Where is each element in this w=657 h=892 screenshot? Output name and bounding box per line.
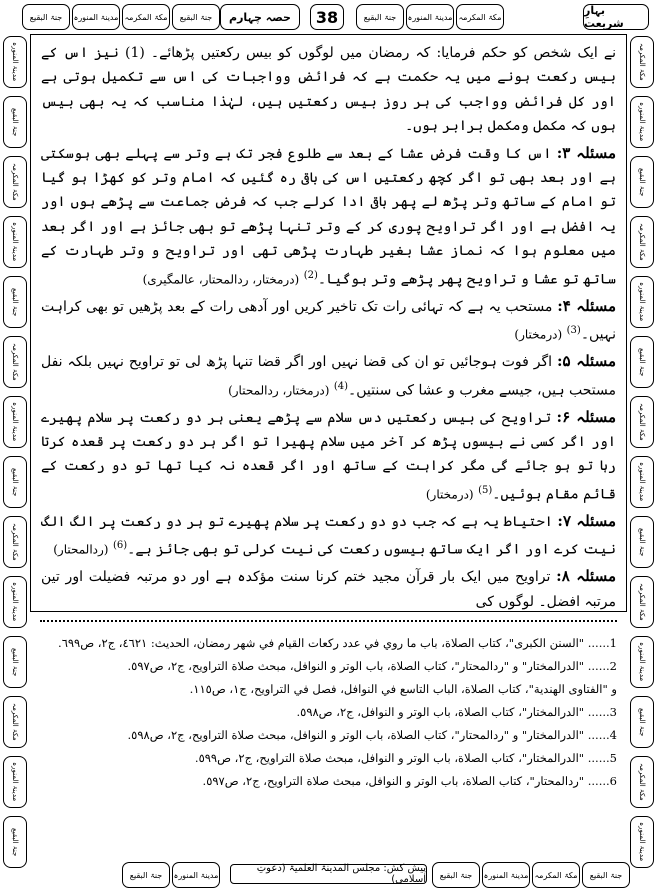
- footnote-4: 4...... "الدرالمختار" و "ردالمحتار"، كتاب الصلاة، باب الوتر و النوافل، مبحث صلاة التراويح، ج٢، ص٥٩٨.: [127, 728, 617, 742]
- badge-label: جنۃ البقیع: [589, 870, 623, 880]
- book-title: [583, 4, 649, 30]
- part-label-text: حصہ چہارم: [229, 10, 291, 24]
- footer-badge-3: [432, 862, 480, 888]
- masala-text: اگر فوت ہوجائیں تو ان کی قضا نہیں اور اگر قضا تنہا پڑھ لی تو تراویح نہیں بلکہ نفل مستحب ہیں، جیسے مغرب و عشا کی سنتیں۔: [41, 354, 616, 399]
- intro-text: نے ایک شخص کو حکم فرمایا: کہ رمضان میں لوگوں کو بیس رکعتیں پڑھائے۔ (1) نیز اس کے بیس رکعت ہونے میں یہ حکمت ہے کہ فرائض وواجبات کی اس سے تکمیل ہوتی ہے اور کل فرائض وواجب کی ہر روز بیس رکعتیں ہیں، لہٰذا مناسب کہ یہ بھی بیس ہوں کہ مکمل ومکمل برابر ہوں۔: [41, 45, 617, 135]
- masala-3: [41, 141, 616, 292]
- right-tab: جنۃ البقیع: [630, 156, 654, 208]
- right-tab: مدینۃ المنورہ: [630, 636, 654, 688]
- header-badge-1: [22, 4, 70, 30]
- header-badge-2: [72, 4, 120, 30]
- footer-badge-5: [532, 862, 580, 888]
- right-tab: جنۃ البقیع: [630, 516, 654, 568]
- masala-7: [41, 509, 616, 562]
- footnotes: [40, 632, 617, 793]
- masala-text: احتیاط یہ ہے کہ جب دو دو رکعت پر سلام پھیرے تو ہر دو رکعت پر الگ الگ نیت کرے اور اگر ایک ساتھ بیسوں رکعت کی نیت کرلی تو بھی جائز ہے۔: [41, 513, 616, 558]
- masala-label: مسئلہ ۸:: [556, 567, 616, 586]
- footer-badge-6: [582, 862, 630, 888]
- left-tab: مدینۃ المنورہ: [3, 576, 27, 628]
- right-tab: جنۃ البقیع: [630, 696, 654, 748]
- masala-label: مسئلہ ۶:: [556, 407, 616, 426]
- badge-label: مدینۃ المنورہ: [73, 12, 119, 22]
- masala-text: مستحب یہ ہے کہ تہائی رات تک تاخیر کریں اور آدھی رات کے بعد پڑھیں تو بھی کراہت نہیں۔: [41, 298, 616, 343]
- page-number: [310, 4, 344, 30]
- right-tab: مدینۃ المنورہ: [630, 96, 654, 148]
- left-tab: مدینۃ المنورہ: [3, 756, 27, 808]
- badge-label: مدینۃ المنورہ: [407, 12, 453, 22]
- masala-8: [41, 564, 616, 614]
- masala-4: [41, 294, 616, 347]
- page-footer: [4, 858, 653, 888]
- badge-label: مکۃ المکرمہ: [124, 12, 168, 22]
- masala-label: مسئلہ ۳:: [556, 143, 617, 162]
- right-tab: مدینۃ المنورہ: [630, 276, 654, 328]
- publisher-label: [230, 864, 427, 884]
- footnote-marker: (6): [112, 540, 128, 552]
- left-tab: جنۃ البقیع: [3, 816, 27, 868]
- badge-label: مکۃ المکرمہ: [458, 12, 502, 22]
- badge-label: مدینۃ المنورہ: [483, 870, 529, 880]
- header-badge-4: [172, 4, 220, 30]
- page-number-text: 38: [315, 7, 339, 27]
- footnote-2b: و "الفتاوى الهندية"، كتاب الصلاة، الباب التاسع في النوافل، فصل في التراويح، ج١، ص١١٥.: [189, 682, 617, 696]
- left-side-tabs: [2, 36, 28, 880]
- right-tab: مکۃ المکرمہ: [630, 576, 654, 628]
- left-tab: مدینۃ المنورہ: [3, 36, 27, 88]
- left-tab: مکۃ المکرمہ: [3, 156, 27, 208]
- footer-badge-2: [172, 862, 220, 888]
- badge-label: جنۃ البقیع: [439, 870, 473, 880]
- footnote-3: 3...... "الدرالمختار"، كتاب الصلاة، باب الوتر و النوافل، ج٢، ص٥٩٨.: [296, 705, 617, 719]
- page-header: [4, 2, 653, 32]
- footer-badge-4: [482, 862, 530, 888]
- header-badge-7: [456, 4, 504, 30]
- badge-label: جنۃ البقیع: [363, 12, 397, 22]
- left-tab: مدینۃ المنورہ: [3, 216, 27, 268]
- footnote-2: 2...... "الدرالمختار" و "ردالمحتار"، كتاب الصلاة، باب الوتر و النوافل، مبحث صلاة التراويح، ج٢، ص٥٩٧.: [127, 659, 617, 673]
- left-tab: مدینۃ المنورہ: [3, 396, 27, 448]
- part-label: [220, 4, 300, 30]
- right-tab: مدینۃ المنورہ: [630, 816, 654, 868]
- footnote-marker: (3): [566, 325, 581, 337]
- masala-label: مسئلہ ۵:: [556, 352, 616, 371]
- right-side-tabs: [629, 36, 655, 880]
- badge-label: مکۃ المکرمہ: [534, 870, 578, 880]
- footnote-marker: (5): [478, 484, 493, 496]
- body-text: [41, 41, 616, 614]
- right-tab: مکۃ المکرمہ: [630, 216, 654, 268]
- left-tab: مکۃ المکرمہ: [3, 516, 27, 568]
- footnote-marker: (4): [333, 380, 349, 392]
- right-tab: مدینۃ المنورہ: [630, 456, 654, 508]
- left-tab: جنۃ البقیع: [3, 276, 27, 328]
- header-badge-5: [356, 4, 404, 30]
- masala-label: مسئلہ ۴:: [557, 296, 617, 315]
- reference-text: (درمختار): [425, 487, 474, 502]
- masala-label: مسئلہ ۷:: [557, 511, 617, 530]
- header-badge-6: [406, 4, 454, 30]
- left-tab: جنۃ البقیع: [3, 456, 27, 508]
- right-tab: مکۃ المکرمہ: [630, 756, 654, 808]
- book-title-text: بہارِ شریعت: [584, 4, 624, 30]
- footer-badge-1: [122, 862, 170, 888]
- right-tab: جنۃ البقیع: [630, 336, 654, 388]
- badge-label: جنۃ البقیع: [129, 870, 163, 880]
- main-text-frame: [30, 34, 627, 612]
- intro-paragraph: [41, 41, 616, 139]
- masala-6: [41, 405, 616, 507]
- footnote-6: 6...... "ردالمحتار"، كتاب الصلاة، باب الوتر و النوافل، مبحث صلاة التراويح، ج٢، ص٥٩٧.: [202, 774, 617, 788]
- left-tab: مکۃ المکرمہ: [3, 696, 27, 748]
- left-tab: مکۃ المکرمہ: [3, 336, 27, 388]
- footnote-1: 1...... "السنن الکبرى"، كتاب الصلاة، باب ما روي في عدد ركعات القيام في شهر رمضان، الحديث: ٤٦٢١، ج٢، ص٦٩٩.: [58, 636, 617, 650]
- masala-text: اس کا وقت فرض عشا کے بعد سے طلوع فجر تک ہے وتر سے پہلے بھی ہوسکتی ہے اور بعد بھی تو اگر کچھ رکعتیں اس کی باقی رہ گئیں کہ امام وتر کو کھڑا ہو گیا تو امام کے ساتھ وتر پڑھ لے پھر باقی ادا کرلے جب کہ فرض جماعت سے پڑھے ہوں اور یہ افضل ہے اور اگر تراویح پوری کر کے وتر تنہا پڑھے تو بھی جائز ہے اور اگر بعد میں معلوم ہوا کہ نماز عشا بغیر طہارت پڑھی تھی اور تراویح و وتر طہارت کے ساتھ تو عشا و تراویح پھر پڑھے وتر ہوگیا۔: [41, 145, 616, 288]
- left-tab: جنۃ البقیع: [3, 636, 27, 688]
- masala-5: [41, 349, 616, 402]
- badge-label: جنۃ البقیع: [179, 12, 213, 22]
- footnote-divider: [40, 620, 617, 632]
- masala-text: تراویح میں ایک بار قرآن مجید ختم کرنا سنت مؤکدہ ہے اور دو مرتبہ فضیلت اور تین مرتبہ افضل۔ لوگوں کی: [41, 569, 616, 610]
- reference-text: (درمختار، ردالمحتار، عالمگیری): [142, 272, 300, 287]
- reference-text: (ردالمحتار): [53, 543, 109, 557]
- masala-text: تراویح کی بیس رکعتیں دس سلام سے پڑھے یعنی ہر دو رکعت پر سلام پھیرے اور اگر کسی نے بیسوں پڑھ کر آخر میں سلام پھیرا تو اگر ہر دو رکعت پر قعدہ کرتا رہا تو ہو جائے گی مگر کراہت کے ساتھ اور اگر قعدہ نہ کیا تھا تو دو رکعت کے قائم مقام ہوئیں۔: [41, 409, 616, 503]
- badge-label: مدینۃ المنورہ: [173, 870, 219, 880]
- footnote-5: 5...... "الدرالمختار"، كتاب الصلاة، باب الوتر و النوافل، مبحث صلاة التراويح، ج٢، ص٥٩٩.: [194, 751, 617, 765]
- right-tab: مکۃ المکرمہ: [630, 36, 654, 88]
- right-tab: مکۃ المکرمہ: [630, 396, 654, 448]
- reference-text: (درمختار): [514, 327, 563, 342]
- footnote-marker: (2): [303, 269, 318, 281]
- reference-text: (درمختار، ردالمحتار): [228, 383, 330, 398]
- left-tab: جنۃ البقیع: [3, 96, 27, 148]
- header-badge-3: [122, 4, 170, 30]
- badge-label: جنۃ البقیع: [29, 12, 63, 22]
- publisher-text: پیش کش: مجلس المدینۃ العلمیۃ (دعوتِ اسلامی): [256, 863, 426, 885]
